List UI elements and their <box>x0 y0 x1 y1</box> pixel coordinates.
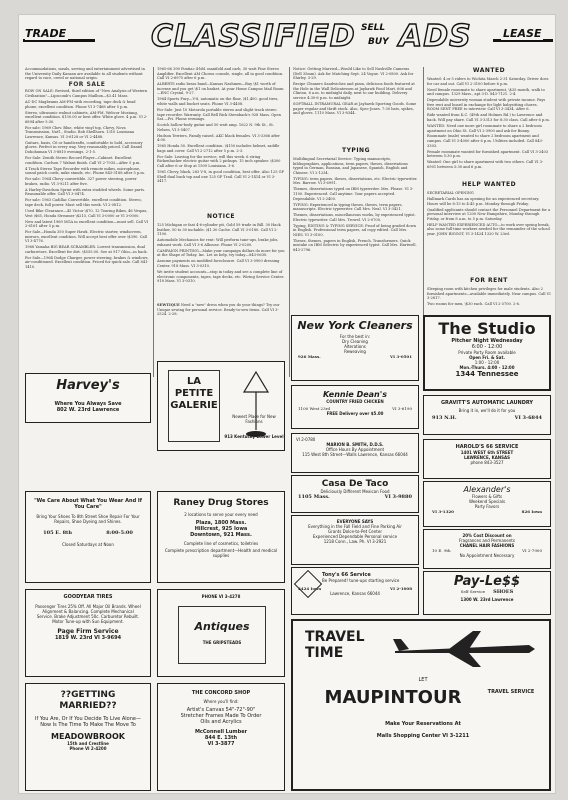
sewtique-text: SEWTIQUE Need a "new" dress when you do your things? Try our Unique sewing for personal service. Ready-to-sew items. Call VI 3-2524. 2-28. <box>157 303 280 317</box>
ad-marion-smith <box>291 433 419 473</box>
everyone-addr: 1218 Conn., Law. Ph. VI 3-2921 <box>323 539 387 544</box>
everyone-l1: Everything in the Fall Field and Fine Parking Air <box>308 524 402 529</box>
concord-l2: Artist's Canvas 54"-72"-90" <box>186 707 256 713</box>
chanel-l3: CHANEL HAIR FASHIONS <box>459 543 515 548</box>
ad-tonys-66 <box>291 567 419 615</box>
harveys-title: Harvey's <box>56 378 120 393</box>
tonys-addr: 2424 Iowa <box>298 586 322 591</box>
studio-l5: 1:00 - 12:00 <box>474 360 500 365</box>
marion-l2: Office Hours By Appointment <box>325 447 385 452</box>
harveys-line1: Where You Always Save <box>54 401 122 407</box>
maupintour-l2: LET <box>418 677 428 683</box>
newyork-sub: For the best in: <box>339 334 371 339</box>
wecare-hours: 8:00-5:00 <box>106 530 133 536</box>
section-for-sale: FOR SALE <box>68 80 106 88</box>
ad-maupintour <box>291 619 551 791</box>
column-4-text-wanted: Wanted: 4 or 5 riders to Wichita March 2-31 Saturday. Driver does for car and out. Call VI 2-3100 before 6 p.m. Need female roommate to share apartment, \$35 month, walk to and campus. 1329 Mass., apt 3-D. 843-7121. 2-4. Dependable university woman student with private income. Pays free rent and board in exchange for light babysitting chores. ROOM SENT FREE to interview. Call VI 3-3434. After 6. Ride wanted from K.C. (49th and Holmes Rd.) to Lawrence and back. Will pay share. Call VI 3-3313 for 8:30 class. Call after 6 p.m. WANTED: Need one more girl roommate to share a 2 bedroom apartment on Ohio St. Call VI 2-3900 and ask for Bunny. Roommate (male) wanted to share 2 bedroom apartment and campus. Call VI 3-4000 after 6 p.m. Utilities included. Call 843-3303. Female roommate wanted for furnished apartment. Call VI 3-2403 between 5:30 p.m. Wanted: One girl to share apartment with two others. Call VI 3-6901 between 5:30 and 6 p.m. <box>427 77 550 169</box>
meadowbrook-title: ??GETTING MARRIED?? <box>59 690 117 711</box>
kennie-title: Kennie Dean's <box>323 390 387 399</box>
studio-l3: Private Party Room available <box>458 350 516 355</box>
gravitt-phone: VI 3-6844 <box>514 415 542 421</box>
meadowbrook-name: MEADOWBROOK <box>51 732 125 741</box>
raney-l1: 2 locations to serve your every need <box>184 512 258 517</box>
header-ads: ADS <box>399 19 472 54</box>
column-1-text: Accommodations, meals, serving and entertainment advertised in the University Daily Kansan are available to all students without regard to race, creed or national origin. FOR SALE ROW ON SALE: Revised, third edition of "New Analysis of Western Civilization"—Lipscomb's Campus Mailbox—$3.41 Mass. AC-DC Magbeams AM-FM with recording, tape deck & head phone, excellent condition. Phone VI 3-7468 after 5 p.m. Stereo, ultrasonic walnut cabinets, AM-FM, Webcor Mustang, excellent condition. $150.00 or best offer. White glove. 4 p.m. VI 2-6894 after 5:30. For sale: 1969 Chev. Blue, white vinyl top, Chevy, Nova Transmission, Nat'l., Studio. Bob Shellhorn. 1310 Louisiana Lawrence, Kansas. VI 3-6128 or VI 2-4488. Guitars, basis, C6 or handicrafts, comfortable to hold, accessory gloves. Perfect in every way. Very reasonably priced. Call Daniel Dohohuman VI 3-8810 evenings. 2-1-5. For Sale: Zenith Stereo Record Player—Cabinet. Excellent condition. Carlson 7 Walnut finish. Call VI 2-7935—After 5 p.m. 4 Track Stereo Tape Recorder with remote mikes, microphone, sound patch cords, mike stands, etc. Phone 843-3188 after 5 p.m. For sale: 1964 Chevy convertible. 327 power steering, power brakes, radio. VI 3-9211 after five. A Harley-Davidson Sprint with extra studded wheels. Some parts. Reasonable offer. Call VI 3-0474. For sale: 1963 Cadillac Convertible, excellent condition. Stereo, tape deck, full power. Must sell this week. VI 2-0812. Used Bike Clearance—45 Victor \$70, 12 Touring Bikes, 46 Vespas, Vest \$65, Honda Streamer \$215, Call VI 3-0000 or VI 3-0000. New and latest 1969 MGA in excellent condition—must sell. Call VI 2-6161 after 5 p.m. For Sale—Honda 350 Super Hawk. Electric starter, windscreen, mirrors, excellent condition. Will accept best offer over \$390. Call VI 3-4776. 1968 Yamaha BIG BEAR SCRAMBLER. Lowest transmission, dual carburetors. Excellent for dirt. \$555.00. See at 917 Ohio—in back. For Sale—1964 Dodge Charger, power steering, brakes & windows, air-conditioned. Excellent condition. Priced for quick sale. Call 841-1410. <box>25 67 149 270</box>
newyork-l3: Reweaving <box>344 349 366 354</box>
casa-sub: Deliciously Different Mexican Food <box>320 489 390 494</box>
ad-everyone-says <box>291 515 419 565</box>
ad-new-york-cleaners <box>291 315 419 381</box>
meadowbrook-body: If You Are, Or If You Decide To Live Alone—Now Is The Time To Make The Move To <box>35 716 141 728</box>
marion-l1: MARION B. SMITH, D.D.S. <box>326 442 384 447</box>
maupintour-l1: TRAVEL TIME <box>305 629 365 661</box>
casa-title: Casa De Taco <box>321 479 389 489</box>
alexander-l2: Weekend Specials <box>468 499 506 504</box>
tonys-phone: VI 2-1008 <box>390 586 412 591</box>
alexander-title: Alexander's <box>463 485 511 494</box>
studio-l4: Open Fri. & Sat. <box>469 355 505 360</box>
harveys-line2: 802 W. 23rd Lawrence <box>56 407 120 413</box>
everyone-l2: Grants Dolce-to-Pet Center <box>328 529 382 534</box>
column-rule <box>289 67 290 377</box>
newyork-l1: Dry Cleaning <box>342 339 368 344</box>
header-classified: CLASSIFIED <box>151 19 356 54</box>
section-for-rent: FOR RENT <box>470 277 508 284</box>
harold-addr: 1401 WEST 6th STREET <box>460 450 514 455</box>
marion-l3: 115 West 8th Street—Walls Lawrence, Kansas 66044 <box>302 452 408 457</box>
ad-casa-de-taco <box>291 475 419 513</box>
newspaper-page <box>18 14 556 794</box>
maupintour-name: MAUPINTOUR <box>324 687 462 708</box>
concord-name: McConnell Lumber <box>194 729 248 735</box>
galerie-title: LA PETITE GALERIE <box>170 376 218 411</box>
goodyear-title: GOODYEAR TIRES <box>63 594 113 600</box>
ad-antiques <box>157 589 285 677</box>
wecare-closed: Closed Saturdays at Noon <box>62 542 114 547</box>
kennie-phone: VI 3-6190 <box>392 406 412 411</box>
maupintour-l3: TRAVEL SERVICE <box>487 689 535 695</box>
ad-raney-drug <box>157 491 285 583</box>
maupintour-l5: Malls Shopping Center VI 3-1211 <box>376 733 470 739</box>
studio-addr: 1344 Tennessee <box>455 370 519 378</box>
section-typing: TYPING <box>341 147 370 154</box>
gravitt-l1: Bring it in, we'll do it for you <box>458 408 516 413</box>
antiques-name: THE GRIPSTEADS <box>202 640 242 645</box>
column-2-text-lower: 125 Michigan or fast 4-6-cylinder pit, Gold 59 trade in Bill. 30 Hack leather, 50 to 30 inchable. \$1.30 Cache. Call VI 3-0180. Call VI 2-1100. Automobile Mechanics for rent: Will perform tune-ups, brake jobs, exhaust work. Call VI 3-6 Alhouse. Phone VI 2-0200. CAMPAIGN PRINTING—Make your campaign dollars do more for you at the Shape of Today. Inc. Let us help, try today—843-0630. Assume payments on modified foreclosure. Call VI 3-0900 dressing Center. 918 Mass. VI 3-0310. We invite student accounts—stop in today and see a complete line of electronic components, tapes, tape decks, etc. Wiring Service Center. 918 Mass. VI 3-0310. <box>157 223 285 284</box>
section-help-wanted: HELP WANTED <box>461 181 517 188</box>
header-buy: BUY <box>368 37 389 47</box>
header-sell: SELL <box>361 23 386 33</box>
everyone-title: EVERYONE SAYS <box>336 519 374 524</box>
ad-shoe-repair <box>25 491 151 583</box>
wecare-title: "We Care About What You Wear And If You Care" <box>34 498 142 510</box>
newyork-addr: 926 Mass. <box>298 354 321 359</box>
header-lease: LEASE <box>503 27 542 40</box>
studio-l6: Mon.-Thurs. 4:00 - 12:00 <box>459 365 515 370</box>
alexander-l1: Flowers & Gifts <box>471 494 503 499</box>
marion-phone: VI 2-0780 <box>296 437 316 442</box>
gravitt-addr: 913 N.H. <box>432 415 457 421</box>
antiques-title: Antiques <box>194 620 250 633</box>
raney-l3: Hillcrest, 925 Iowa <box>194 526 248 532</box>
payless-sub: Self Service <box>460 589 486 594</box>
ad-kennie-deans <box>291 385 419 429</box>
chanel-addr: 10 E. 9th <box>432 548 451 553</box>
chanel-l4: No Appointment Necessary <box>459 553 515 558</box>
ad-concord-shop <box>157 683 285 791</box>
payless-shoes: SHOES <box>493 589 514 595</box>
section-wanted: WANTED <box>472 67 506 74</box>
tonys-l1: Be Prepared! tune-ups starting service <box>322 578 400 583</box>
column-3-text-typing: Multilingual Secretarial Service: Typing manuscripts, bibliographies, applications, term papers, theses, dissertations typed in German, Russian, and Japanese, Spanish, English and Chinese. VI 2-1234. TYPING: term papers, theses, dissertations, etc. Electric typewriter. Mrs. Barrow. VI 3-6991. Themes, dissertations typed on IBM typewriter. Mrs. Please. VI 3-1100. Experienced. Call anytime. Your papers accepted. Dependable. VI 2-2400. TYPING: Experienced in typing theses, theses, term papers, manuscripts. Electric typewriter. Call Mrs. Neal. VI 3-3421. Themes, dissertations, miscellaneous works, by experienced typist. Electric typewriter. Call Mrs. Trowel. VI 2-0700. Typing, EDITING & TYPING SERVICE: Proof of being graded down in English. Professional term papers, ad copy edited. Call Mrs. NIES. VI 3-0100. Theses, themes, papers in English, French, Transformers. Quick mistake on IBM Selectric by experienced typist. Call Mrs. Hartwell. 843-2796. <box>293 157 418 253</box>
concord-addr: 844 E. 13th <box>204 735 238 741</box>
meadowbrook-phone: Phone VI 2-4200 <box>69 746 107 751</box>
kennie-free: FREE Delivery over $5.00 <box>326 411 384 416</box>
concord-phone: VI 3-3877 <box>207 741 235 747</box>
ad-harolds-66 <box>423 439 551 479</box>
everyone-l3: Experienced Dependable Personal service <box>312 534 398 539</box>
tonys-title: Tony's 66 Service <box>322 572 371 578</box>
column-4-text-help: SECRETARIAL OPENING Hallmark Cards has an opening for an experienced secretary. Hours will be 8:15 to 4:45 p.m. Monday through Friday. Qualified applicants should contact the Personnel Department for a personal interview at 1200 New Hampshire, Monday through Friday, or from 8 a.m. to 5 p.m. Saturday. HELP WANTED EXPERIENCED AUTO—to work over spring break, also some full-time workers needed for the remainder of the school year. JOHN BIGGOT, VI 3-1424 1320 W. 23rd. <box>427 191 551 236</box>
raney-title: Raney Drug Stores <box>173 498 269 508</box>
concord-title: THE CONCORD SHOP <box>191 690 251 696</box>
casa-phone: VI 3-9880 <box>384 494 412 500</box>
raney-l5: Complete line of cosmetics, toiletries <box>183 541 259 546</box>
raney-l6: Complete prescription department—Health and medical supplies <box>164 548 278 558</box>
kennie-addr: 1100 West 23rd <box>298 406 331 411</box>
section-notice: NOTICE <box>207 213 235 220</box>
alexander-addr: 826 Iowa <box>521 509 542 514</box>
ad-payless-shoes <box>423 571 551 615</box>
goodyear-name: Page Firm Service <box>57 628 119 635</box>
maupintour-l4: Make Your Reservations At <box>385 721 461 727</box>
studio-l1: Pitcher Night Wednesday <box>451 338 523 344</box>
ad-chanel-hair <box>423 529 551 569</box>
concord-l3: Stretcher Frames Made To Order <box>180 713 262 719</box>
newyork-l2: Alterations <box>344 344 366 349</box>
column-rule <box>153 67 154 377</box>
classified-header <box>23 19 553 63</box>
alexander-l3: Party Favors <box>474 504 500 509</box>
harold-title: HAROLD'S 66 SERVICE <box>455 444 519 450</box>
chanel-phone: VI 2-7900 <box>522 548 542 553</box>
newyork-title: New York Cleaners <box>297 319 413 332</box>
ad-meadowbrook <box>25 683 151 791</box>
raney-l2: Plaza, 1800 Mass. <box>195 520 247 526</box>
ad-alexanders <box>423 481 551 527</box>
concord-l4: Oils and Acrylics <box>200 719 242 725</box>
meadowbrook-addr: 15th and Crestline <box>67 741 109 746</box>
tonys-city: Lawrence, Kansas 66044 <box>330 591 380 596</box>
harold-phone: phone 843-3527 <box>470 460 504 465</box>
concord-l1: Where you'll find: <box>203 699 239 704</box>
studio-l2: 6:00 - 12:00 <box>471 344 503 350</box>
newyork-phone: VI 3-0501 <box>390 354 412 359</box>
ad-la-petite-galerie <box>157 361 285 451</box>
harold-city: LAWRENCE, KANSAS <box>463 455 511 460</box>
header-trade: TRADE <box>25 27 67 40</box>
ad-gravitts-laundry <box>423 395 551 435</box>
chanel-l1: 20% Cost Discount on <box>462 533 512 538</box>
kennie-sub: COUNTRY FRIED CHICKEN <box>326 399 384 404</box>
raney-l4: Downtown, 921 Mass. <box>190 532 252 538</box>
casa-addr: 1105 Mass. <box>298 494 330 500</box>
goodyear-body: Passenger Tires 25% Off. All Major Oil Brands. Wheel Alignment & Balancing. Complete Mechanical Service. Brake Adjustment 50c. Carburetor Rebuilt. Motor Tune-up with Sun Equipment. <box>35 604 141 624</box>
ad-the-studio <box>423 315 551 391</box>
antiques-phone: PHONE VI 3-4278 <box>201 594 241 599</box>
chanel-l2: Fragrances and Permanents <box>459 538 515 543</box>
payless-title: Pay-Le$$ <box>453 574 521 589</box>
airplane-icon <box>389 629 539 669</box>
payless-addr: 1300 W. 23rd Lawrence <box>460 597 514 602</box>
ad-harveys <box>25 373 151 423</box>
column-2-text: 1965-66 390 Pontiac 4-bbl. manifold and carb, 30 watt Fine Stereo Amplifier. Excellent AM Chorus console, single, all in good condition. Call VI 2-6975 after 6 p.m. ALBERTS radio brass band—Kansas Nashmen—Buy \$1 worth of incense and you get \$1 on basket. At your Home Campus Mail Room—ENC Crystal, 9-27. 1964 Sports Fury—V-8, automatic on the floor, \$1,400. good tires, white walls and bucket seats. Phone VI 3-4408. For Sale: Just 10 Motorola portable stereo and slight track stereo tape recorder. Warranty. Call Bell Rick Steenback's 928 Mass. Open Sat.—Fri. Phone evenings. Scotch hollow-body guitar and 50 watt amp. 1622 N. 9th St., St. Nelsen, VI 3-5407. Hudson Terriers, Family raised. AKC black females. VI 3-3366 after 4:00. 1965 Honda 50. Excellent condition. \$150 includes helmet, saddle bags and cover. Call VI 2-2712 after 5 p.m. 2-3. For Sale: Leaving for the service, will this week. 6 string Rickenbacker electric guitar with 2 pickups. 15 inch speaker. \$300 Call after 6 or Stop at 1509 Louisiana. 3-6. 1961 Chevy, black, 283 V-8, in good condition, best offer. Also 125 GP Shell dual buck top and one 125 GP Trail. Call VI 2-1414 or VI 3-3417. <box>157 67 284 184</box>
gravitt-title: GRAVITT'S AUTOMATIC LAUNDRY <box>440 400 534 406</box>
studio-title: The Studio <box>438 319 536 338</box>
wecare-addr: 105 E. 8th <box>43 530 73 536</box>
goodyear-addr: 1819 W. 23rd VI 3-9694 <box>54 635 122 641</box>
for-rent-text: Sleeping room with kitchen privileges for male students. Also 2 furnished apartments—available immediately. Near campus. Call VI 3-2817. Two rooms for men, \$30 each. Call VI 2-3700. 2-6. <box>427 287 551 307</box>
column-3-text-top: Notice: Getting Married—Would Like to Sell Nashville Cameras (Dell 35mm). Ask for Matching Sept. 24 Vogue. VI 2-0800. Ask for Shirley. 3-29. Recipe Cleaners Sandwiches and pizza, delicious foods featured at the Hole in the Wall Delicatessen at Jayhawk Food Mart, 606 and Clinton, 6 a.m. to midnight daily, next to our building. Delivery service 4:30-6 p.m. to midnight. SOFTBALL INTRAMURAL GEAR at Jayhawk Sporting Goods. Some paper regular and thrift stock. Also, Spec-Jones. 7:30 bats, spikes, and gloves. 1110 Mass. VI 3-8344. <box>293 67 417 116</box>
alexander-phone: VI 3-1320 <box>432 509 454 514</box>
galerie-sub: Newest Place for New Fashions <box>232 414 276 424</box>
wecare-body: Bring Your Shoes To 8th Street Shoe Repair For Your Repairs, Shoe Dyeing and Shines. <box>36 514 140 524</box>
galerie-addr: 913 Kentucky Lower Level <box>224 434 284 439</box>
ad-goodyear <box>25 589 151 677</box>
